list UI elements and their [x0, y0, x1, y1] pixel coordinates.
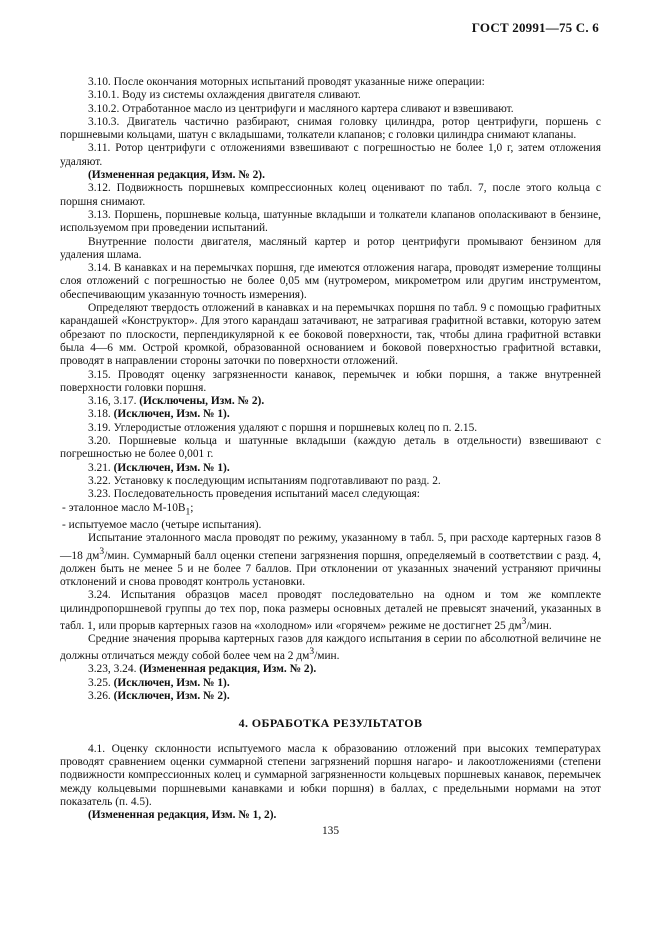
paragraph: 3.10.3. Двигатель частично разбирают, снимая головку цилиндра, ротор центрифуги, поршень с поршневыми кольцами, шатун с вкладышами, толкатели клапанов; с головки цилиндра снимают клапаны.: [60, 115, 601, 142]
paragraph-text: /мин.: [526, 619, 552, 632]
paragraph: 3.10. После окончания моторных испытаний проводят указанные ниже операции:: [88, 76, 485, 88]
paragraph: 3.10.1. Воду из системы охлаждения двигателя сливают.: [88, 89, 361, 102]
paragraph: 3.20. Поршневые кольца и шатунные вкладыши (каждую деталь в отдельности) взвешивают с погрешностью не более 0,001 г.: [60, 435, 601, 461]
amendment-note: (Исключен, Изм. № 1).: [113, 461, 230, 474]
section-title: 4. ОБРАБОТКА РЕЗУЛЬТАТОВ: [238, 716, 423, 731]
amendment-note: (Исключен, Изм. № 1).: [113, 408, 230, 421]
paragraph: [60, 677, 601, 690]
paragraph: 3.22. Установку к последующим испытаниям подготавливают по разд. 2.: [88, 474, 441, 487]
clause-number: 3.16, 3.17.: [88, 395, 140, 408]
list-item: - испытуемое масло (четыре испытания).: [62, 519, 262, 532]
paragraph-text: /мин. Суммарный балл оценки степени загрязнения поршня, определяемый в соответствии с разд. 4, должен быть не менее 5 и не более 7 баллов. При отклонении от указанных значений устраняют причины отклонений и снова проводят контроль установки.: [60, 549, 601, 589]
superscript: 3: [99, 546, 105, 557]
amendment-note: (Исключены, Изм. № 2).: [139, 395, 265, 408]
paragraph: [60, 532, 601, 589]
amendment-note: (Исключен, Изм. № 1).: [113, 676, 230, 689]
clause-number: 3.26.: [88, 690, 114, 703]
paragraph: 3.23. Последовательность проведения испытаний масел следующая:: [88, 488, 420, 501]
paragraph: Определяют твердость отложений в канавках и на перемычках поршня по табл. 9 с помощью графитных карандашей «Конструктор». Для этого карандаш затачивают, не затрагивая графитной вставки, которую затем обрезают по плоскости, перпендикулярной к ее боковой поверхности, так, чтобы длина графитной вставки была 4—6 мм. Острой кромкой, образованной основанием и боковой поверхностью графитной вставки, проводят в направлении стороны заточки по поверхности отложений.: [60, 302, 601, 368]
clause-number: 3.25.: [88, 676, 114, 689]
paragraph-text: 3.24. Испытания образцов масел проводят последовательно на одном и том же комплекте цилиндропоршневой группы до тех пор, пока размеры основных деталей не превысят значений, указанных в табл. 1, или прорыв картерных газов на «холодном» или «горячем» режиме не достигнет 25 дм: [60, 589, 601, 632]
paragraph: 3.15. Проводят оценку загрязненности канавок, перемычек и юбки поршня, а также внутренней поверхности головки поршня.: [60, 368, 601, 394]
amendment-note: (Измененная редакция, Изм. № 2).: [88, 169, 265, 182]
clause-number: 3.23, 3.24.: [88, 663, 140, 676]
list-item: [60, 502, 601, 520]
paragraph: [60, 633, 601, 663]
paragraph: 3.10.2. Отработанное масло из центрифуги и масляного картера сливают и взвешивают.: [88, 102, 514, 115]
paragraph: Внутренние полости двигателя, масляный картер и ротор центрифуги промывают бензином для удаления шлама.: [60, 235, 601, 261]
paragraph: 3.19. Углеродистые отложения удаляют с поршня и поршневых колец по п. 2.15.: [88, 421, 478, 434]
list-item-text: ;: [190, 501, 194, 514]
amendment-note: (Исключен, Изм. № 2).: [113, 690, 230, 703]
document-body: [60, 76, 601, 822]
page-header: ГОСТ 20991—75 С. 6: [471, 20, 599, 35]
paragraph: 3.11. Ротор центрифуги с отложениями взвешивают с погрешностью не более 1,0 г, затем отложения удаляют.: [60, 142, 601, 168]
amendment-note: (Измененная редакция, Изм. № 2).: [139, 663, 317, 676]
list-item-text: - эталонное масло М-10В: [62, 501, 186, 514]
paragraph: [60, 589, 601, 633]
subscript: 1: [185, 506, 191, 517]
paragraph: [60, 408, 601, 421]
superscript: 3: [309, 647, 315, 658]
page-number: 135: [321, 825, 340, 837]
paragraph-text: /мин.: [314, 650, 340, 663]
paragraph-text: Средние значения прорыва картерных газов для каждого испытания в серии по абсолютной величине не должны отличаться между собой более чем на 2 дм: [60, 633, 601, 663]
clause-number: 3.21.: [88, 461, 114, 474]
paragraph: 4.1. Оценку склонности испытуемого масла к образованию отложений при высоких температурах проводят сравнением оценки суммарной степени загрязнений поршня нагаро- и лакоотложениями (степени подвижности компрессионных колец и суммарной загрязненности кольцевых поршневых канавок, перемычек между кольцевыми поршневыми канавками и юбки поршня) в баллах, с предельными нормами на этот показатель (п. 4.5).: [60, 742, 601, 808]
paragraph: [60, 690, 601, 703]
paragraph: [60, 663, 601, 676]
clause-number: 3.18.: [88, 408, 114, 421]
paragraph-text: Испытание эталонного масла проводят по режиму, указанному в табл. 5, при расходе картерных газов 8—18 дм: [60, 532, 601, 562]
paragraph: 3.14. В канавках и на перемычках поршня, где имеются отложения нагара, проводят измерение толщины слоя отложений с погрешностью не более 0,05 мм (нутромером, микрометром или другим инструментом, обеспечивающим указанную точность измерения).: [60, 262, 601, 301]
amendment-note: (Измененная редакция, Изм. № 1, 2).: [88, 809, 277, 822]
paragraph: 3.12. Подвижность поршневых компрессионных колец оценивают по табл. 7, после этого кольца с поршня снимают.: [60, 182, 601, 208]
paragraph: [60, 462, 601, 475]
paragraph: 3.13. Поршень, поршневые кольца, шатунные вкладыши и толкатели клапанов ополаскивают в бензине, используемом при проведении испытаний.: [60, 208, 601, 235]
paragraph: [60, 395, 601, 408]
superscript: 3: [521, 616, 527, 627]
